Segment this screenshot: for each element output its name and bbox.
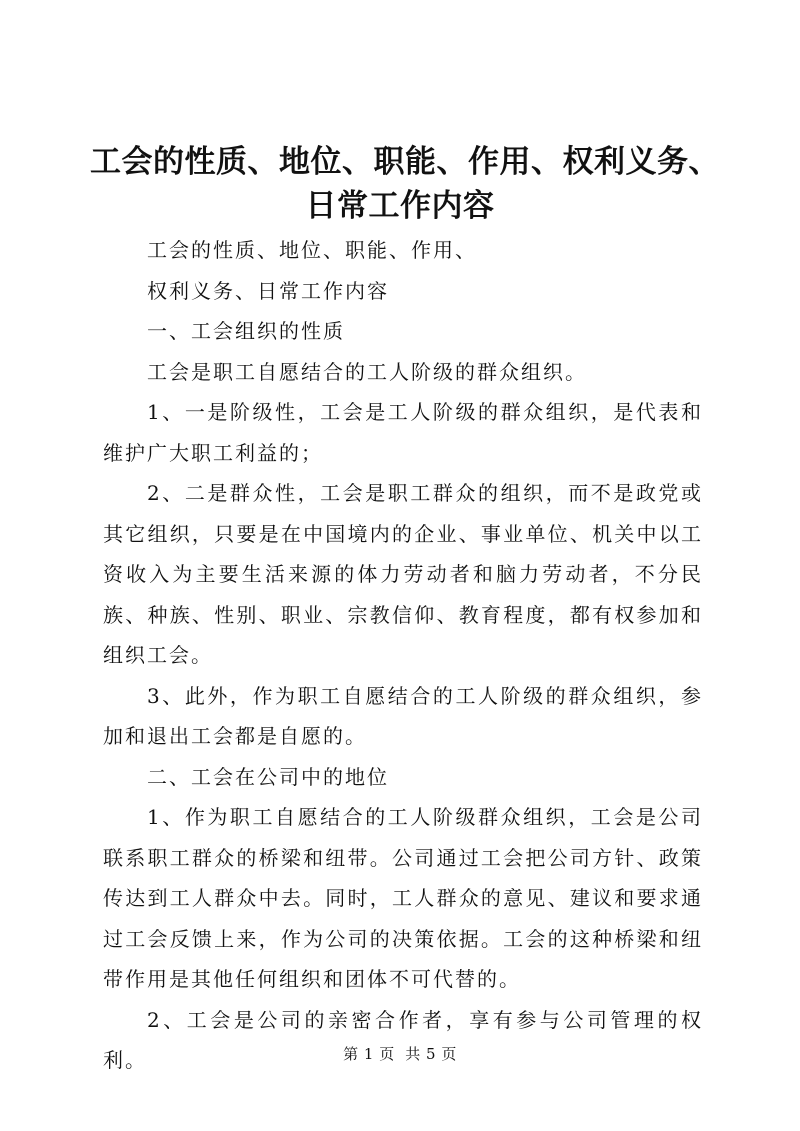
page-number-label: 第 1 页 共 5 页 <box>343 1045 457 1063</box>
paragraph: 1、作为职工自愿结合的工人阶级群众组织，工会是公司联系职工群众的桥梁和纽带。公司通过工会把公司方针、政策传达到工人群众中去。同时，工人群众的意见、建议和要求通过工会反馈上来，作为公司的决策依据。工会的这种桥梁和纽带作用是其他任何组织和团体不可代替的。 <box>103 805 703 991</box>
title-line-2: 日常工作内容 <box>305 188 495 224</box>
section-heading: 二、工会在公司中的地位 <box>147 764 389 789</box>
paragraph: 1、一是阶级性，工会是工人阶级的群众组织，是代表和维护广大职工利益的； <box>103 400 703 465</box>
paragraph: 权利义务、日常工作内容 <box>147 278 389 303</box>
paragraph: 工会的性质、地位、职能、作用、 <box>147 238 477 262</box>
paragraph: 工会是职工自愿结合的工人阶级的群众组织。 <box>147 359 587 384</box>
document-title <box>90 140 720 228</box>
document-body <box>103 230 703 1081</box>
page-footer <box>0 1044 800 1064</box>
section-heading: 一、工会组织的性质 <box>147 319 345 343</box>
paragraph: 2、工会是公司的亲密合作者，享有参与公司管理的权利。 <box>103 1007 703 1072</box>
paragraph: 2、二是群众性，工会是职工群众的组织，而不是政党或其它组织，只要是在中国境内的企业、事业单位、机关中以工资收入为主要生活来源的体力劳动者和脑力劳动者，不分民族、种族、性别、职业、宗教信仰、教育程度，都有权参加和组织工会。 <box>103 481 703 667</box>
paragraph: 3、此外，作为职工自愿结合的工人阶级的群众组织，参加和退出工会都是自愿的。 <box>103 683 703 748</box>
title-line-1: 工会的性质、地位、职能、作用、权利义务、 <box>90 144 720 180</box>
